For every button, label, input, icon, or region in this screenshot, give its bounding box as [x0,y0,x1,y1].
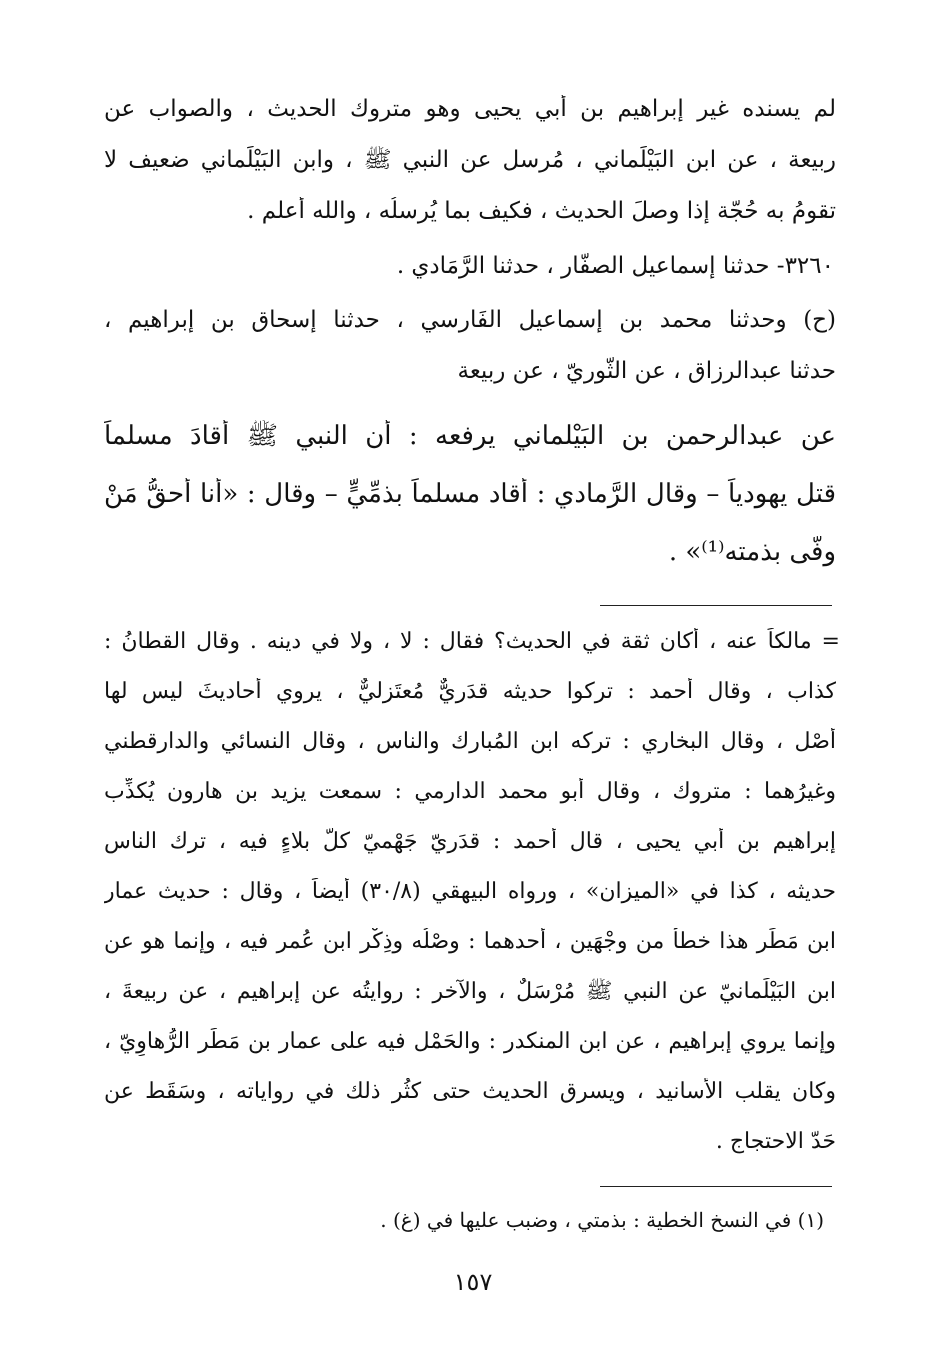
isnad-line: (ح) وحدثنا محمد بن إسماعيل الفَارسي ، حدثنا إسحاق بن إبراهيم ، [104,307,836,333]
hadith-number-line: ٣٢٦٠- حدثنا إسماعيل الصفّار ، حدثنا الرَّمَادي . [396,253,834,279]
note-line: وغيرُهما : متروك ، وقال أبو محمد الدارمي : سمعت يزيد بن هارون يُكذِّب [104,779,836,804]
note-line: كذاب ، وقال أحمد : تركوا حديثه قدَريٌّ مُعتَزليٌّ ، يروي أحاديثَ ليس لها [104,679,836,704]
note-line: أصْل ، وقال البخاري : تركه ابن المُبارك والناس ، وقال النسائي والدارقطني [104,729,836,754]
footnote: (١) في النسخ الخطية : بذمتي ، وضبب عليها في (غ) . [380,1208,824,1232]
page-number: ١٥٧ [453,1268,493,1296]
note-line: وكان يقلب الأسانيد ، ويسرق الحديث حتى كثُر ذلك في رواياته ، وسَقَط عن [104,1079,836,1104]
matn-line: قتل يهودياً – وقال الرَّمادي : أقاد مسلماً بذمِّيٍّ – وقال : «أنا أحقُّ مَنْ [104,479,836,509]
note-line: حَدّ الاحتجاج . [715,1129,836,1154]
footnote-separator [600,1186,832,1187]
isnad-line: حدثنا عبدالرزاق ، عن الثَّوريّ ، عن ربيعة [457,358,836,384]
note-line: = مالكاً عنه ، أكان ثقة في الحديث؟ فقال : لا ، ولا في دينه . وقال القطانُ : [104,629,840,654]
note-line: ابن مَطَر هذا خطأ من وجْهَين ، أحدهما : وصْلُه وذِكْر ابن عُمر فيه ، وإنما هو عن [104,929,836,954]
note-line: إبراهيم بن أبي يحيى ، قال أحمد : قدَريّ جَهْميّ كلُّ بلاءٍ فيه ، ترك الناس [104,829,836,854]
note-line: ابن البَيْلَمانيّ عن النبي ﷺ مُرْسَلٌ ، والآخر : روايتُه عن إبراهيم ، عن ربيعةَ ، [104,979,836,1004]
main-text-line: ربيعة ، عن ابن البَيْلَماني ، مُرسل عن النبي ﷺ ، وابن البَيْلَماني ضعيف لا [104,147,836,173]
note-line: حديثه ، كذا في «الميزان» ، ورواه البيهقي (٣٠/٨) أيضاً ، وقال : حديث عمار [104,879,836,904]
matn-line: وفَّى بذمته⁽¹⁾» . [668,537,836,567]
note-line: وإنما يروي إبراهيم ، عن ابن المنكدر : والحَمْل فيه على عمار بن مَطَر الرُّهاوِيّ ، [104,1029,836,1054]
notes-separator [600,605,832,606]
matn-line: عن عبدالرحمن بن البَيْلماني يرفعه : أن النبي ﷺ أقادَ مسلماً [104,421,836,451]
main-text-line: لم يسنده غير إبراهيم بن أبي يحيى وهو متروك الحديث ، والصواب عن [104,96,836,122]
main-text-line: تقومُ به حُجّة إذا وصلَ الحديث ، فكيف بما يُرسلُه ، والله أعلم . [247,198,836,224]
